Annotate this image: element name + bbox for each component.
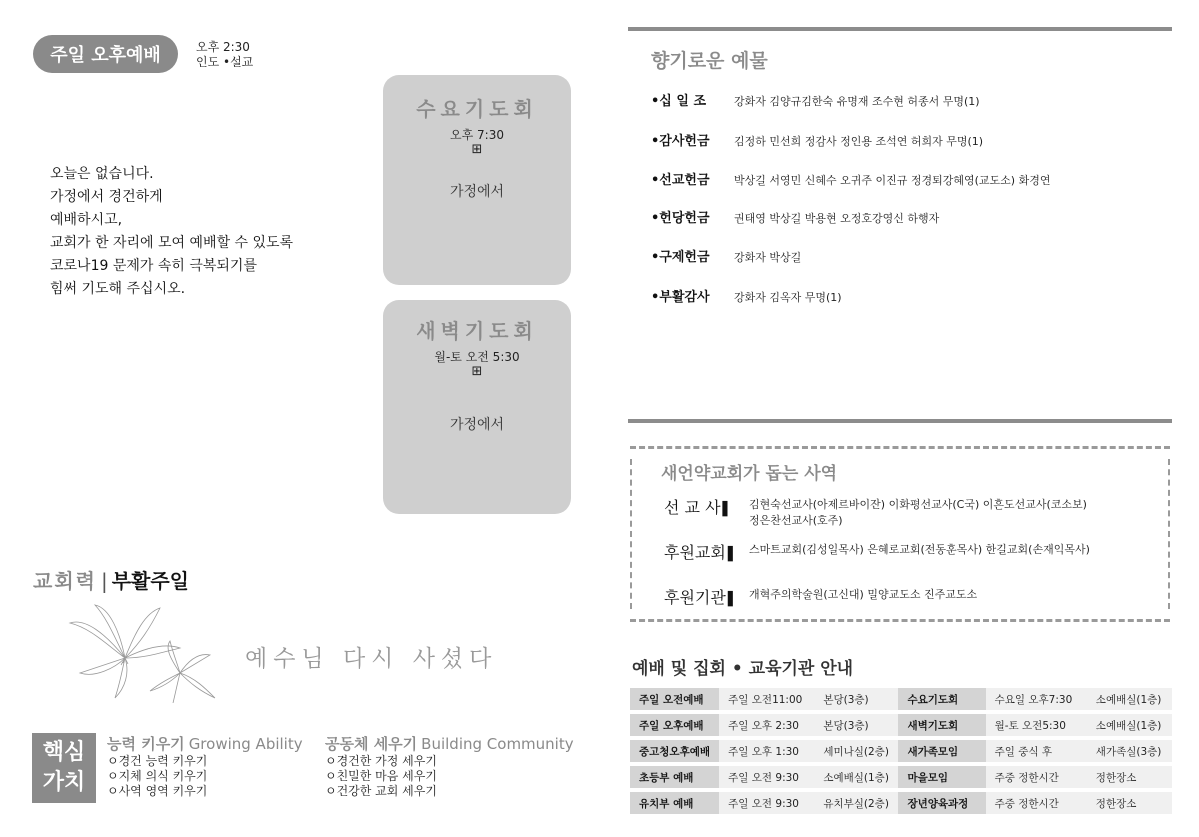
core-values-badge bbox=[32, 733, 96, 803]
value-group-title bbox=[325, 737, 574, 752]
mission-label bbox=[664, 495, 749, 529]
value-title-ko: 능력 키우기 bbox=[107, 735, 185, 753]
schedule-cell: 주일 오전 9:30 bbox=[719, 792, 814, 814]
table-row bbox=[630, 792, 1172, 814]
core-badge-line: 핵심 bbox=[42, 740, 86, 765]
value-group-community bbox=[325, 737, 574, 799]
wed-prayer-time: 오후 7:30 bbox=[450, 128, 504, 142]
offering-row bbox=[651, 246, 801, 265]
offerings-title: 향기로운 예물 bbox=[651, 50, 768, 72]
mission-label-text: 선 교 사 bbox=[664, 498, 721, 517]
notice-line: 힘써 기도해 주십시오. bbox=[50, 281, 186, 297]
value-item: ㅇ친밀한 마음 세우기 bbox=[325, 769, 437, 783]
mission-box-right-border bbox=[1168, 459, 1170, 609]
offering-label: •부활감사 bbox=[651, 290, 710, 305]
schedule-cell: 주일 오전 9:30 bbox=[719, 766, 814, 788]
mission-values bbox=[749, 542, 1090, 563]
table-row bbox=[630, 766, 1172, 788]
mission-values bbox=[749, 587, 977, 608]
schedule-cell: 주일 오후 1:30 bbox=[719, 740, 814, 762]
offering-label: •선교헌금 bbox=[651, 173, 710, 188]
value-title-en: Building Community bbox=[421, 735, 574, 753]
pm-service-badge: 주일 오후예배 bbox=[33, 35, 178, 73]
notice-line: 코로나19 문제가 속히 극복되기를 bbox=[50, 258, 257, 274]
schedule-name-cell: 초등부 예배 bbox=[630, 766, 719, 788]
offering-label: •헌당헌금 bbox=[651, 211, 710, 226]
schedule-cell: 본당(3층) bbox=[814, 714, 898, 736]
notice-line: 예배하시고, bbox=[50, 212, 123, 228]
cross-box-icon: ⊞ bbox=[471, 142, 483, 157]
offering-names: 권태영 박상길 박용현 오정호강영신 하행자 bbox=[734, 212, 940, 225]
value-item: ㅇ사역 영역 키우기 bbox=[107, 784, 208, 798]
wed-prayer-box bbox=[383, 75, 571, 285]
schedule-cell: 주일 중식 후 bbox=[986, 740, 1087, 762]
core-badge-line: 가치 bbox=[42, 770, 86, 795]
schedule-name-cell: 수요기도회 bbox=[898, 688, 985, 710]
pm-service-time: 오후 2:30 bbox=[196, 40, 250, 54]
church-calendar-theme bbox=[33, 565, 189, 594]
schedule-cell: 세미나실(2층) bbox=[814, 740, 898, 762]
mission-label-text: 후원교회 bbox=[664, 543, 726, 562]
table-row bbox=[630, 740, 1172, 762]
schedule-cell: 유치부실(2층) bbox=[814, 792, 898, 814]
offering-row bbox=[651, 130, 983, 149]
schedule-name-cell: 중고청오후예배 bbox=[630, 740, 719, 762]
mission-value-line: 개혁주의학술원(고신대) 밀양교도소 진주교도소 bbox=[749, 588, 978, 601]
theme-separator: | bbox=[100, 569, 108, 593]
schedule-cell: 주일 오후 2:30 bbox=[719, 714, 814, 736]
mission-title: 새언약교회가 돕는 사역 bbox=[661, 464, 838, 484]
schedule-cell: 소예배실(1층) bbox=[1087, 714, 1172, 736]
top-rule bbox=[628, 27, 1172, 31]
schedule-cell: 정한장소 bbox=[1087, 766, 1172, 788]
worship-table-title: 예배 및 집회 • 교육기관 안내 bbox=[632, 659, 854, 679]
schedule-cell: 주중 정한시간 bbox=[986, 792, 1087, 814]
dawn-prayer-place: 가정에서 bbox=[449, 417, 505, 433]
offering-row bbox=[651, 90, 980, 109]
theme-name: 부활주일 bbox=[111, 569, 189, 593]
wed-prayer-title: 수요기도회 bbox=[416, 97, 538, 121]
schedule-cell: 새가족실(3층) bbox=[1087, 740, 1172, 762]
schedule-name-cell: 장년양육과정 bbox=[898, 792, 985, 814]
schedule-name-cell: 유치부 예배 bbox=[630, 792, 719, 814]
dawn-prayer-title: 새벽기도회 bbox=[416, 319, 538, 343]
value-group-ability bbox=[107, 737, 303, 799]
theme-label: 교회력 bbox=[33, 569, 97, 593]
schedule-name-cell: 마을모임 bbox=[898, 766, 985, 788]
mission-value-line: 스마트교회(김성일목사) 은혜로교회(전동훈목사) 한길교회(손재익목사) bbox=[749, 543, 1090, 556]
offering-names: 강화자 김양규김한숙 유명재 조수현 허종서 무명(1) bbox=[734, 95, 980, 108]
offering-names: 김정하 민선희 정감사 정인용 조석연 허희자 무명(1) bbox=[734, 135, 984, 148]
mission-row bbox=[664, 585, 977, 608]
mission-label bbox=[664, 585, 749, 608]
notice-line: 교회가 한 자리에 모여 예배할 수 있도록 bbox=[50, 235, 294, 251]
schedule-name-cell: 새벽기도회 bbox=[898, 714, 985, 736]
offering-names: 박상길 서영민 신혜수 오귀주 이진규 정경퇴강혜영(교도소) 화경연 bbox=[734, 174, 1051, 187]
offering-row bbox=[651, 169, 1050, 188]
middle-rule bbox=[628, 419, 1172, 423]
pm-service-leader: 인도 •설교 bbox=[196, 55, 254, 69]
schedule-name-cell: 주일 오후예배 bbox=[630, 714, 719, 736]
easter-slogan: 예수님 다시 사셨다 bbox=[245, 646, 498, 672]
schedule-cell: 소예배실(1층) bbox=[814, 766, 898, 788]
offering-row bbox=[651, 286, 842, 305]
wed-prayer-place: 가정에서 bbox=[449, 184, 505, 200]
value-item: ㅇ경건한 가정 세우기 bbox=[325, 754, 437, 768]
notice-line: 가정에서 경건하게 bbox=[50, 189, 163, 205]
mission-row bbox=[664, 495, 1087, 529]
lily-illustration bbox=[65, 603, 225, 703]
value-item: ㅇ건강한 교회 세우기 bbox=[325, 784, 437, 798]
notice-text bbox=[50, 163, 293, 301]
table-row bbox=[630, 688, 1172, 710]
cross-box-icon: ⊞ bbox=[471, 364, 483, 379]
label-bar-icon: ▌ bbox=[722, 502, 733, 517]
worship-schedule-table bbox=[630, 684, 1172, 818]
value-title-ko: 공동체 세우기 bbox=[325, 735, 418, 753]
label-bar-icon: ▌ bbox=[727, 547, 738, 562]
schedule-cell: 주중 정한시간 bbox=[986, 766, 1087, 788]
offering-label: •구제헌금 bbox=[651, 250, 710, 265]
mission-label bbox=[664, 540, 749, 563]
schedule-name-cell: 주일 오전예배 bbox=[630, 688, 719, 710]
offering-label: •십 일 조 bbox=[651, 94, 707, 109]
offering-label: •감사헌금 bbox=[651, 134, 710, 149]
dawn-prayer-box bbox=[383, 300, 571, 514]
schedule-cell: 수요일 오후7:30 bbox=[986, 688, 1087, 710]
schedule-cell: 정한장소 bbox=[1087, 792, 1172, 814]
mission-value-line: 정은찬선교사(호주) bbox=[749, 514, 843, 527]
pm-service-meta bbox=[196, 40, 253, 70]
label-bar-icon: ▌ bbox=[727, 592, 738, 607]
table-row bbox=[630, 714, 1172, 736]
offering-row bbox=[651, 207, 939, 226]
value-group-title bbox=[107, 737, 303, 752]
mission-values bbox=[749, 497, 1087, 529]
schedule-cell: 본당(3층) bbox=[814, 688, 898, 710]
schedule-cell: 월-토 오전5:30 bbox=[986, 714, 1087, 736]
dawn-prayer-time: 월-토 오전 5:30 bbox=[434, 350, 520, 364]
schedule-cell: 주일 오전11:00 bbox=[719, 688, 814, 710]
offering-names: 강화자 김옥자 무명(1) bbox=[734, 291, 842, 304]
mission-value-line: 김현숙선교사(아제르바이잔) 이화평선교사(C국) 이흔도선교사(코소보) bbox=[749, 498, 1087, 511]
value-item: ㅇ경건 능력 키우기 bbox=[107, 754, 208, 768]
mission-label-text: 후원기관 bbox=[664, 588, 726, 607]
notice-line: 오늘은 없습니다. bbox=[50, 166, 154, 182]
schedule-name-cell: 새가족모임 bbox=[898, 740, 985, 762]
mission-row bbox=[664, 540, 1090, 563]
mission-box-left-border bbox=[630, 459, 632, 609]
value-item: ㅇ지체 의식 키우기 bbox=[107, 769, 208, 783]
value-title-en: Growing Ability bbox=[188, 735, 303, 753]
offering-names: 강화자 박상길 bbox=[734, 251, 802, 264]
schedule-cell: 소예배실(1층) bbox=[1087, 688, 1172, 710]
